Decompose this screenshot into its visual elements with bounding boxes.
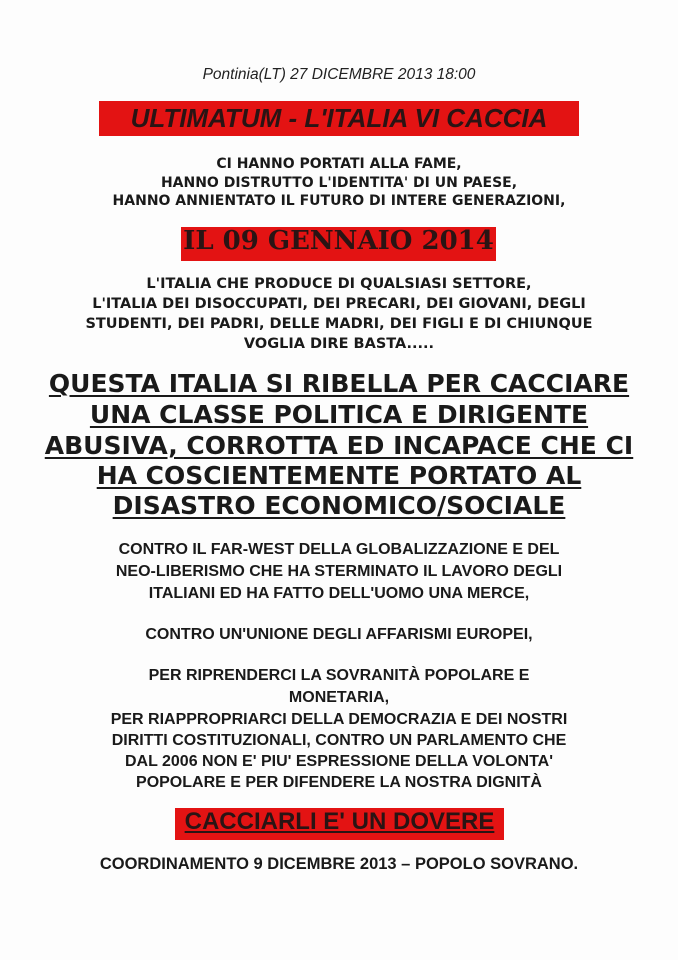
against-line: NEO-LIBERISMO CHE HA STERMINATO IL LAVORO DEGLI [115,563,563,580]
against-line: CONTRO IL FAR-WEST DELLA GLOBALIZZAZIONE E DEL [118,541,560,558]
intro-line: HANNO DISTRUTTO L'IDENTITA' DI UN PAESE, [160,175,518,191]
banner-title: ULTIMATUM - L'ITALIA VI CACCIA [130,103,548,133]
goals-line: PER RIPRENDERCI LA SOVRANITÀ POPOLARE E [148,667,530,684]
europe-line: CONTRO UN'UNIONE DEGLI AFFARISMI EUROPEI, [145,626,533,643]
date-line: Pontinia(LT) 27 DICEMBRE 2013 18:00 [202,66,476,83]
intro-line: HANNO ANNIENTATO IL FUTURO DI INTERE GENERAZIONI, [112,193,566,209]
headline-line: UNA CLASSE POLITICA E DIRIGENTE [89,400,589,429]
goals-line: PER RIAPPROPRIARCI DELLA DEMOCRAZIA E DEI NOSTRI [110,711,568,728]
headline-line: DISASTRO ECONOMICO/SOCIALE [112,491,566,520]
date-banner: IL 09 GENNAIO 2014 [183,226,494,256]
headline-line: QUESTA ITALIA SI RIBELLA PER CACCIARE [48,369,630,398]
against-line: ITALIANI ED HA FATTO DELL'UOMO UNA MERCE, [148,585,530,602]
signature: COORDINAMENTO 9 DICEMBRE 2013 – POPOLO SOVRANO. [99,855,579,873]
goals-line: DAL 2006 NON E' PIU' ESPRESSIONE DELLA VOLONTA' [124,753,554,770]
duty-banner: CACCIARLI E' UN DOVERE [184,808,495,835]
headline-line: ABUSIVA, CORROTTA ED INCAPACE CHE CI [44,431,634,460]
who-line: STUDENTI, DEI PADRI, DELLE MADRI, DEI FIGLI E DI CHIUNQUE [85,316,593,332]
headline-line: HA COSCIENTEMENTE PORTATO AL [96,461,582,490]
intro-line: CI HANNO PORTATI ALLA FAME, [216,156,462,172]
goals-line: DIRITTI COSTITUZIONALI, CONTRO UN PARLAMENTO CHE [111,732,567,749]
goals-line: MONETARIA, [288,689,390,706]
who-line: L'ITALIA DEI DISOCCUPATI, DEI PRECARI, DEI GIOVANI, DEGLI [92,296,586,312]
who-line: L'ITALIA CHE PRODUCE DI QUALSIASI SETTORE, [146,276,532,292]
who-line: VOGLIA DIRE BASTA..... [243,336,435,352]
goals-line: POPOLARE E PER DIFENDERE LA NOSTRA DIGNITÀ [136,774,542,791]
